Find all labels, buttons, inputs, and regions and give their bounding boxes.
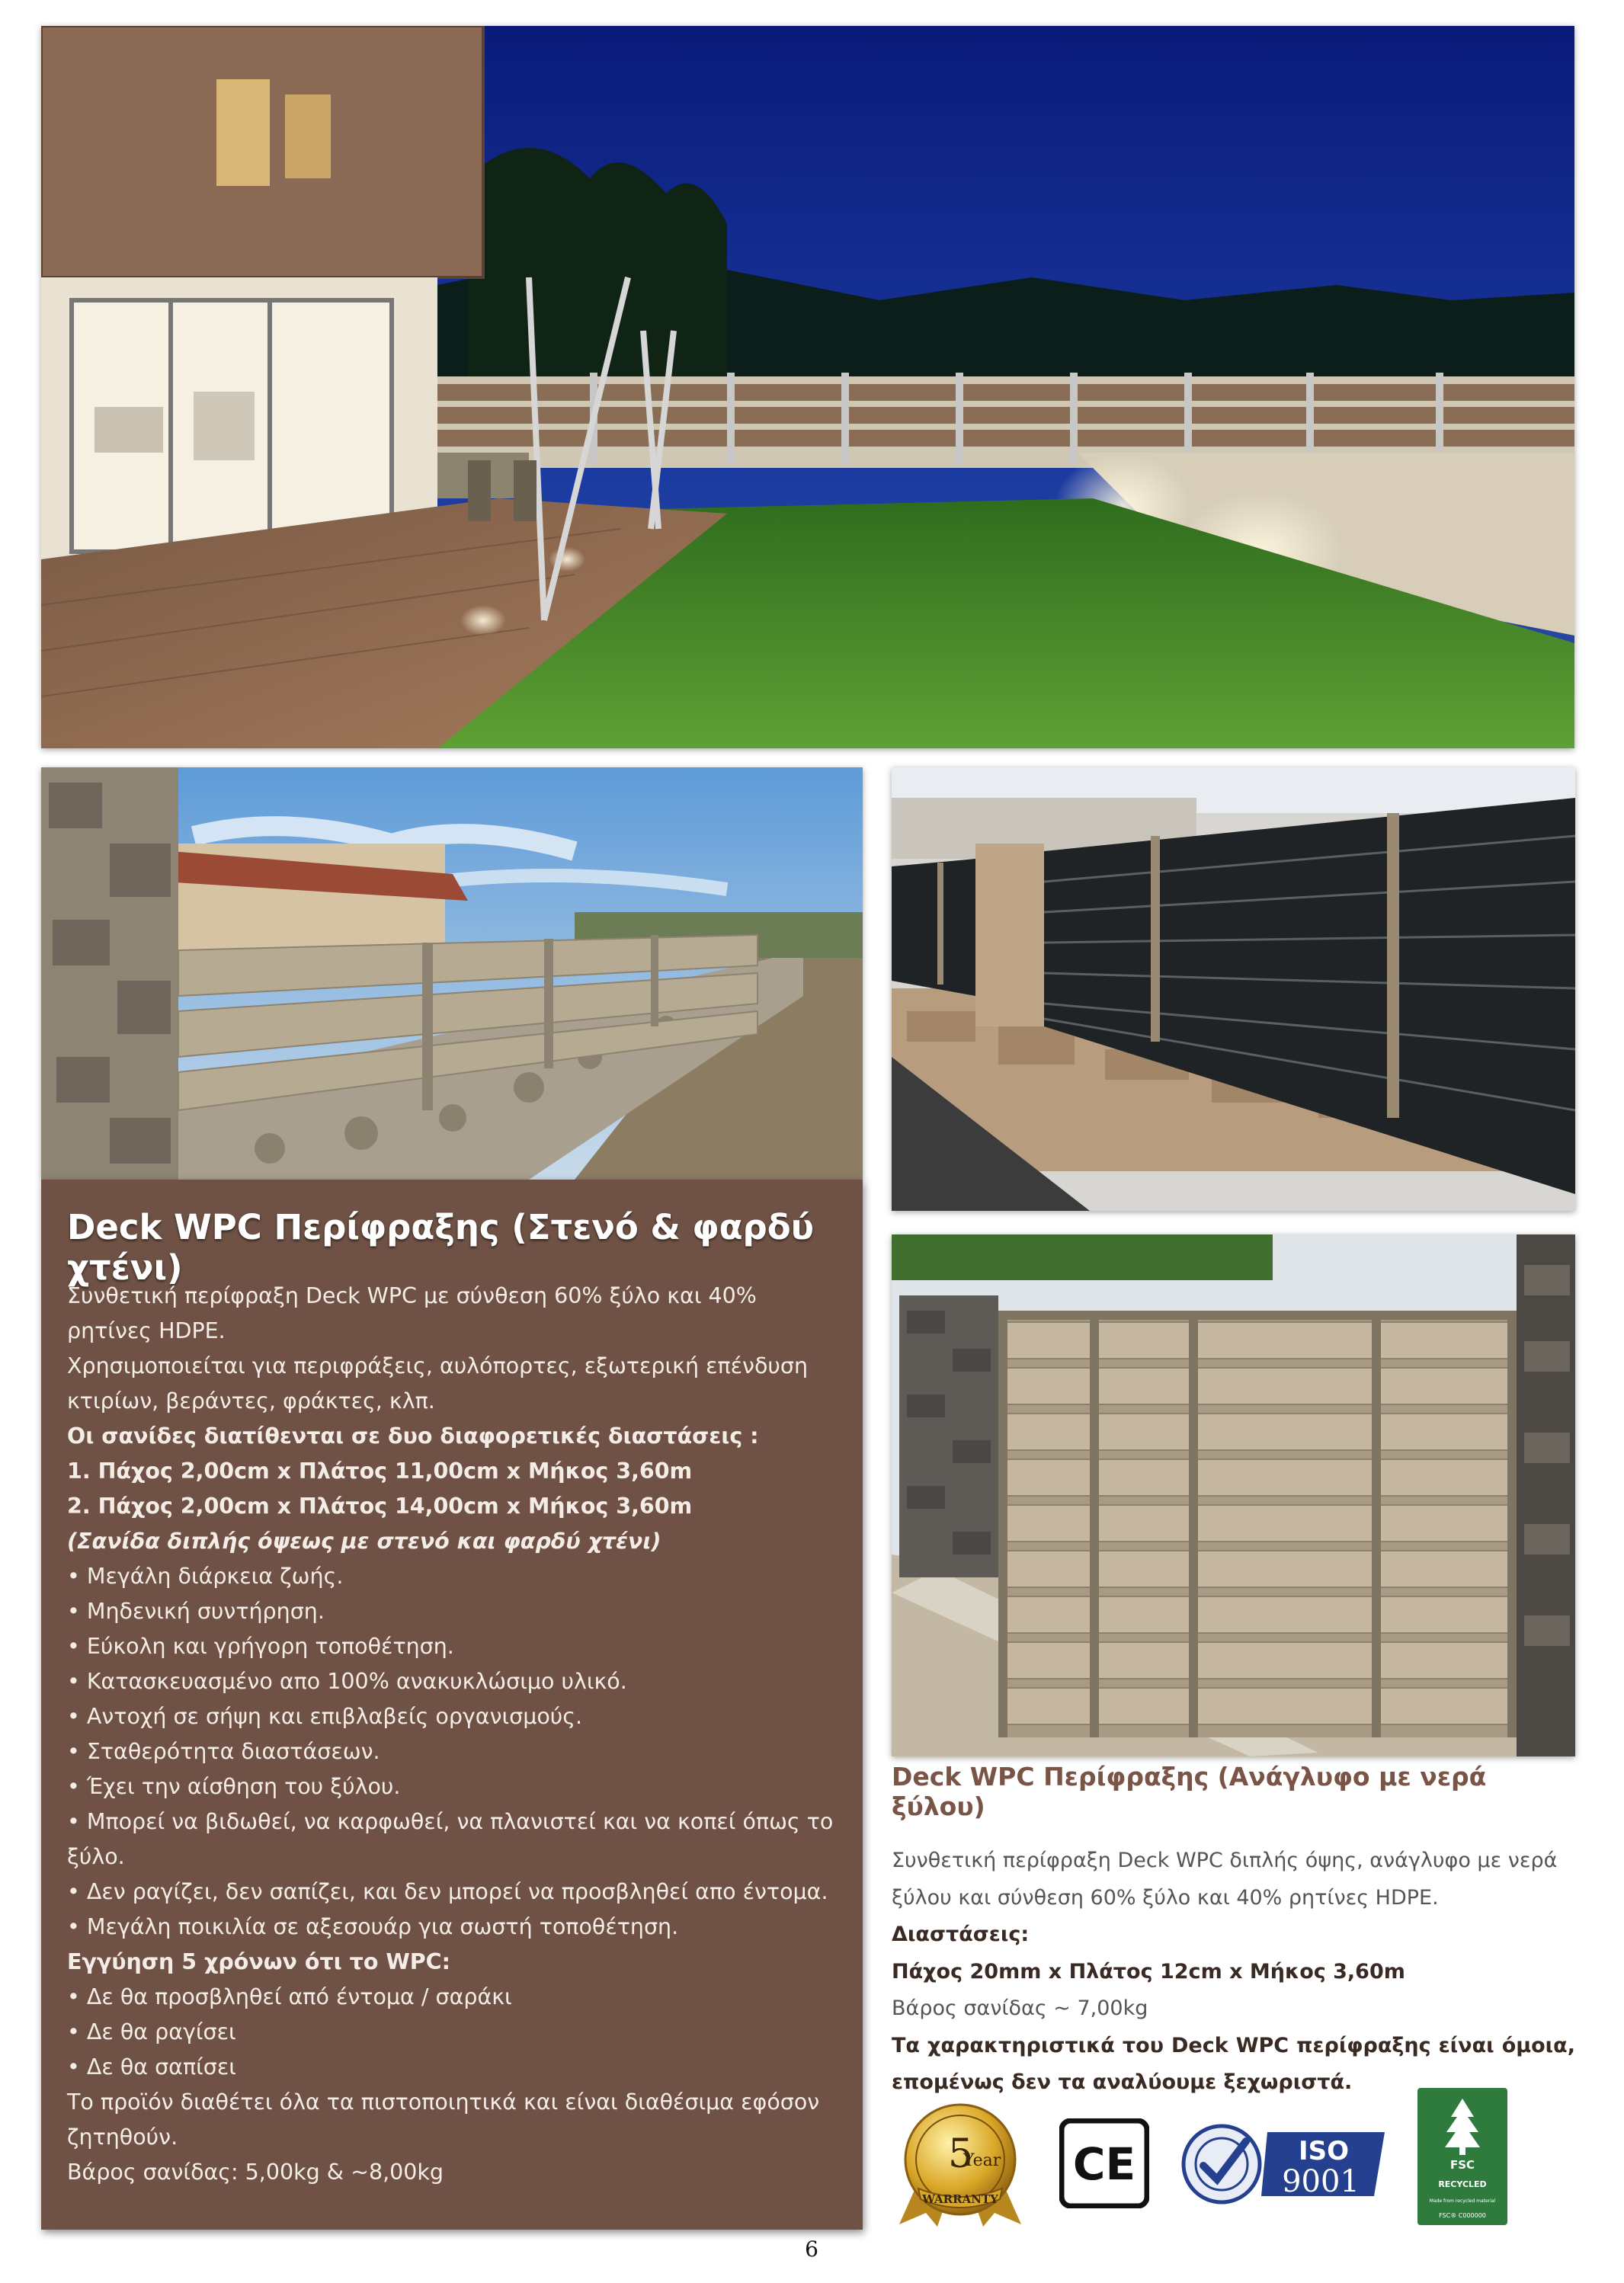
board-weight: Βάρος σανίδας ~ 7,00kg (892, 1996, 1148, 2020)
panel-title: Deck WPC Περίφραξης (Στενό & φαρδύ χτένι) (67, 1207, 815, 1288)
feature-item: • Μεγάλη ποικιλία σε αξεσουάρ για σωστή τοποθέτηση. (67, 1914, 679, 1939)
warranty-years: 5 (948, 2131, 974, 2177)
feature-item: • Έχει την αίσθηση του ξύλου. (67, 1774, 401, 1799)
warranty-seal-icon (884, 2099, 1036, 2228)
similarity-note: Τα χαρακτηριστικά του Deck WPC περίφραξης είναι όμοια, επομένως δεν τα αναλύουμε ξεχωριστά. (892, 2033, 1575, 2094)
dimension-spec: Πάχος 20mm x Πλάτος 12cm x Μήκος 3,60m (892, 1959, 1405, 1984)
info-panel-narrow-wide-comb (41, 1180, 863, 2230)
feature-item: • Δεν ραγίζει, δεν σαπίζει, και δεν μπορεί να προσβληθεί απο έντομα. (67, 1879, 828, 1904)
feature-item: • Κατασκευασμένο απο 100% ανακυκλώσιμο υλικό. (67, 1669, 627, 1694)
warranty-heading: Εγγύηση 5 χρόνων ότι το WPC: (67, 1949, 450, 1974)
hero-photo (41, 26, 1574, 748)
page-number: 6 (805, 2237, 818, 2262)
dimension-2: 2. Πάχος 2,00cm x Πλάτος 14,00cm x Μήκος 3,60m (67, 1494, 693, 1519)
block-body (892, 1843, 1575, 2102)
info-block-wood-grain (892, 1762, 1575, 2102)
ce-text: CE (1072, 2138, 1136, 2190)
feature-item: • Σταθερότητα διαστάσεων. (67, 1739, 380, 1764)
warranty-item: • Δε θα σαπίσει (67, 2054, 236, 2080)
fsc-small-print: Made from recycled material (1429, 2198, 1496, 2204)
dark-fence-photo (892, 767, 1575, 1211)
block-title: Deck WPC Περίφραξης (Ανάγλυφο με νερά ξύλου) (892, 1762, 1487, 1821)
panel-body (67, 1279, 837, 2190)
usage-text: Χρησιμοποιείται για περιφράξεις, αυλόπορτες, εξωτερική επένδυση κτιρίων, βεράντες, φράκτες, κλπ. (67, 1353, 809, 1414)
ce-mark-icon (1059, 2118, 1149, 2208)
iso-text: ISO (1298, 2136, 1350, 2166)
iso-number: 9001 (1282, 2164, 1360, 2199)
fsc-recycled: RECYCLED (1438, 2179, 1487, 2189)
composition-text: Συνθετική περίφραξη Deck WPC με σύνθεση 60% ξύλο και 40% ρητίνες HDPE. (67, 1283, 757, 1343)
certificates-text: Το προϊόν διαθέτει όλα τα πιστοποιητικά και είναι διαθέσιμα εφόσον ζητηθούν. (67, 2089, 820, 2150)
feature-item: • Μηδενική συντήρηση. (67, 1599, 325, 1624)
warranty-word: WARRANTY (922, 2192, 998, 2206)
board-weight: Βάρος σανίδας: 5,00kg & ~8,00kg (67, 2160, 444, 2185)
stone-wall-fence-photo (41, 767, 863, 1180)
feature-item: • Εύκολη και γρήγορη τοποθέτηση. (67, 1634, 454, 1659)
double-face-note: (Σανίδα διπλής όψεως με στενό και φαρδύ χτένι) (67, 1529, 661, 1554)
fsc-code: FSC® C000000 (1439, 2212, 1486, 2219)
feature-item: • Αντοχή σε σήψη και επιβλαβείς οργανισμούς. (67, 1704, 583, 1729)
warranty-year-label: Year (963, 2151, 1001, 2170)
dimensions-heading: Οι σανίδες διατίθενται σε δυο διαφορετικές διαστάσεις : (67, 1423, 759, 1449)
dimension-1: 1. Πάχος 2,00cm x Πλάτος 11,00cm x Μήκος 3,60m (67, 1458, 693, 1484)
iso-9001-icon (1177, 2118, 1391, 2210)
warranty-item: • Δε θα ραγίσει (67, 2019, 236, 2044)
feature-item: • Μεγάλη διάρκεια ζωής. (67, 1564, 344, 1589)
fsc-recycled-icon (1417, 2088, 1507, 2225)
gate-photo (892, 1234, 1575, 1756)
feature-item: • Μπορεί να βιδωθεί, να καρφωθεί, να πλανιστεί και να κοπεί όπως το ξύλο. (67, 1809, 834, 1869)
dimensions-heading: Διαστάσεις: (892, 1923, 1030, 1946)
composition-text: Συνθετική περίφραξη Deck WPC διπλής όψης, ανάγλυφο με νερά ξύλου και σύνθεση 60% ξύλο και 40% ρητίνες HDPE. (892, 1849, 1558, 1910)
fsc-text: FSC (1449, 2158, 1475, 2172)
warranty-item: • Δε θα προσβληθεί από έντομα / σαράκι (67, 1984, 512, 2009)
badges-row (884, 2088, 1585, 2233)
